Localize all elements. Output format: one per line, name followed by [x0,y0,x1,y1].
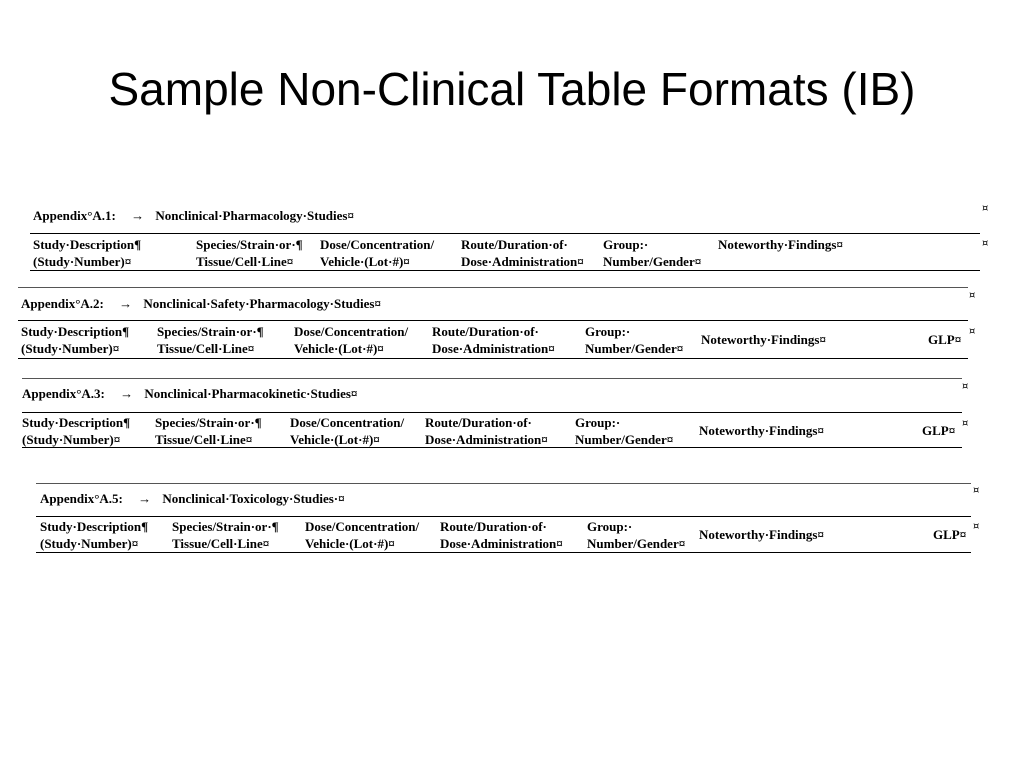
slide-title: Sample Non-Clinical Table Formats (IB) [108,63,916,115]
clipped-row [21,358,961,362]
table-top-rule [18,320,968,321]
clipped-row [33,270,973,274]
column-header: GLP¤ [933,527,967,542]
column-header: Study·Description¶ (Study·Number)¤ [22,415,131,447]
table-top-rule [30,233,980,234]
column-header: Noteworthy·Findings¤ [718,237,843,252]
column-header: GLP¤ [922,423,956,438]
column-header: Route/Duration·of· Dose·Administration¤ [425,415,548,447]
column-header: Dose/Concentration/ Vehicle·(Lot·#)¤ [305,519,420,551]
column-header: Species/Strain·or·¶ Tissue/Cell·Line¤ [172,519,279,551]
table-top-rule [22,378,962,379]
arrow-icon: → [119,296,133,311]
column-header: Group:· Number/Gender¤ [603,237,702,269]
table-header-rule [22,447,962,448]
column-header: Study·Description¶ (Study·Number)¤ [33,237,142,269]
column-header: Dose/Concentration/ Vehicle·(Lot·#)¤ [294,324,409,356]
column-header: Species/Strain·or·¶ Tissue/Cell·Line¤ [196,237,303,269]
column-header: Route/Duration·of· Dose·Administration¤ [440,519,563,551]
column-header: Route/Duration·of· Dose·Administration¤ [432,324,555,356]
table-top-rule [22,412,962,413]
appendix-label: Appendix°A.1: [33,208,116,223]
table-title: Nonclinical·Toxicology·Studies·¤ [162,491,345,506]
arrow-icon: → [131,208,145,223]
end-mark: ¤ [973,521,980,532]
column-header: Study·Description¶ (Study·Number)¤ [21,324,130,356]
end-mark: ¤ [969,326,976,337]
column-header: Species/Strain·or·¶ Tissue/Cell·Line¤ [155,415,262,447]
column-header: Group:· Number/Gender¤ [587,519,686,551]
end-mark: ¤ [962,381,969,392]
end-mark: ¤ [969,290,976,301]
appendix-label: Appendix°A.5: [40,491,123,506]
table-title: Nonclinical·Safety·Pharmacology·Studies¤ [143,296,381,311]
end-mark: ¤ [982,238,989,249]
column-header: Group:· Number/Gender¤ [585,324,684,356]
table-title: Nonclinical·Pharmacology·Studies¤ [155,208,354,223]
clipped-row [40,552,970,556]
end-mark: ¤ [973,485,980,496]
column-header: Noteworthy·Findings¤ [699,527,824,542]
column-header: Study·Description¶ (Study·Number)¤ [40,519,149,551]
column-header: GLP¤ [928,332,962,347]
table-top-rule [36,516,971,517]
table-top-rule [18,287,968,288]
column-header: Dose/Concentration/ Vehicle·(Lot·#)¤ [290,415,405,447]
column-header: Route/Duration·of· Dose·Administration¤ [461,237,584,269]
appendix-label: Appendix°A.3: [22,386,105,401]
column-header: Noteworthy·Findings¤ [701,332,826,347]
arrow-icon: → [138,491,152,506]
column-header: Noteworthy·Findings¤ [699,423,824,438]
appendix-label: Appendix°A.2: [21,296,104,311]
table-caption [21,296,381,312]
table-caption [33,208,354,224]
column-header: Group:· Number/Gender¤ [575,415,674,447]
table-top-rule [36,483,971,484]
table-title: Nonclinical·Pharmacokinetic·Studies¤ [144,386,358,401]
table-caption [22,386,357,402]
table-caption [40,491,345,507]
end-mark: ¤ [962,418,969,429]
column-header: Dose/Concentration/ Vehicle·(Lot·#)¤ [320,237,435,269]
arrow-icon: → [120,386,134,401]
column-header: Species/Strain·or·¶ Tissue/Cell·Line¤ [157,324,264,356]
end-mark: ¤ [982,203,989,214]
